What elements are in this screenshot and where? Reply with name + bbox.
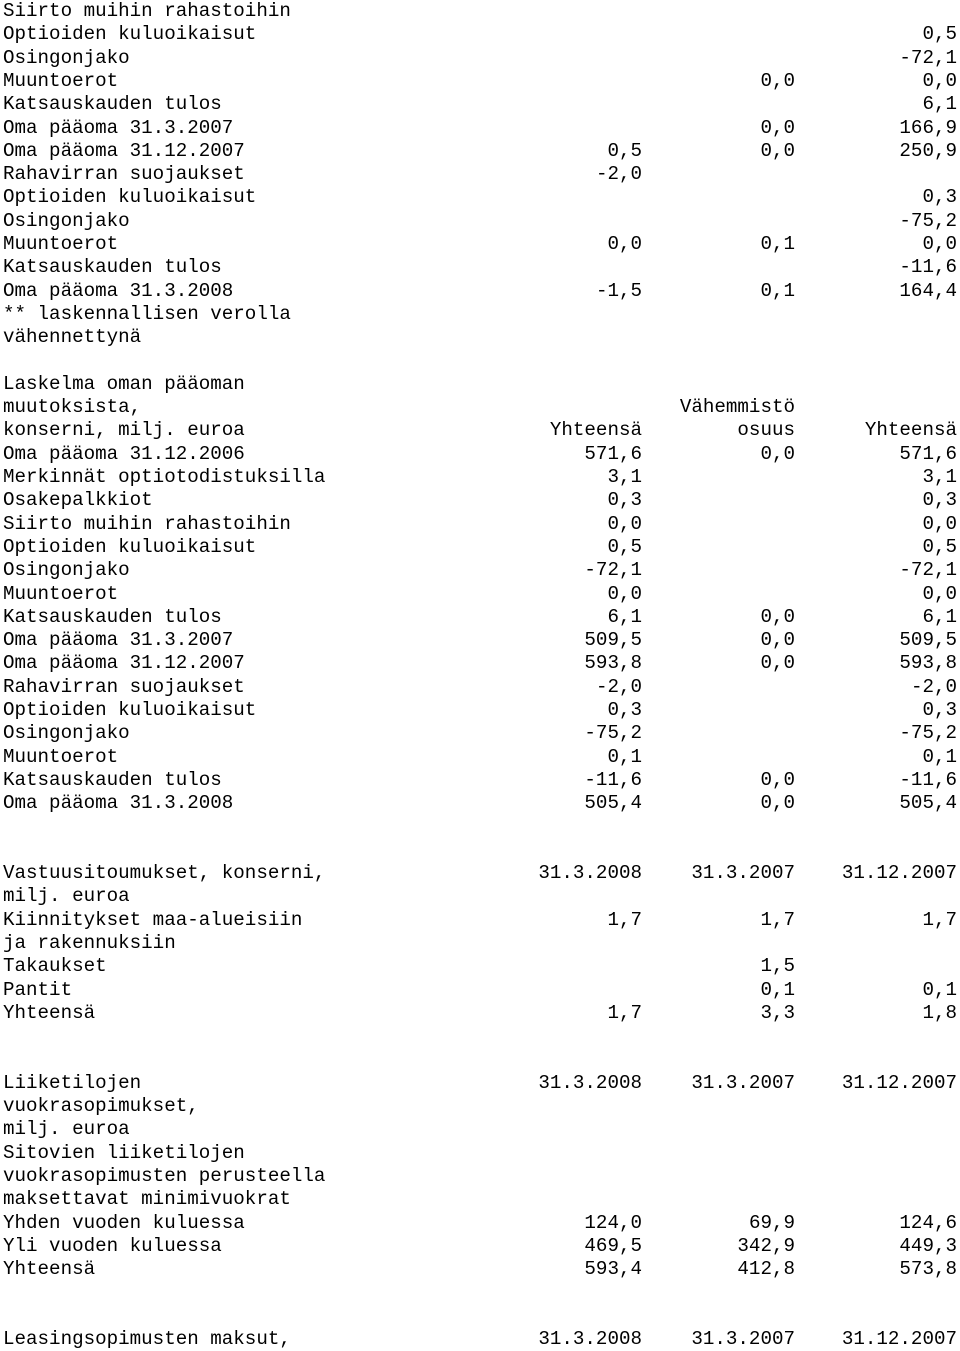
- value-col-1: Yhteensä: [549, 419, 642, 442]
- table-row: [0, 1002, 960, 1025]
- table-row: [0, 93, 960, 116]
- value-col-2: 31.3.2007: [691, 862, 795, 885]
- row-label: konserni, milj. euroa: [3, 419, 245, 442]
- table-row: [0, 1188, 960, 1211]
- table-row: [0, 792, 960, 815]
- value-col-2: 342,9: [737, 1234, 795, 1257]
- row-label: ja rakennuksiin: [3, 932, 176, 954]
- value-col-1: 0,5: [607, 139, 642, 162]
- value-col-2: Vähemmistö: [679, 396, 795, 419]
- table-row: [0, 583, 960, 606]
- table-row: [0, 1142, 960, 1165]
- table-row: [0, 955, 960, 978]
- row-label: Kiinnitykset maa-alueisiin: [3, 908, 303, 931]
- table-row: [0, 256, 960, 279]
- table-row: [0, 23, 960, 46]
- value-col-3: 0,0: [922, 69, 957, 92]
- table-row: [0, 1072, 960, 1095]
- value-col-3: 0,0: [922, 233, 957, 255]
- value-col-1: 31.3.2008: [538, 1328, 642, 1351]
- row-label: Optioiden kuluoikaisut: [3, 535, 257, 558]
- value-col-1: -2,0: [595, 675, 642, 698]
- value-col-3: 166,9: [899, 116, 957, 139]
- table-row: [0, 210, 960, 233]
- value-col-1: 0,0: [607, 233, 642, 255]
- value-col-3: 250,9: [899, 139, 957, 162]
- row-label: Katsauskauden tulos: [3, 768, 222, 791]
- value-col-3: 0,3: [922, 489, 957, 512]
- table-row: [0, 1282, 960, 1305]
- row-label: Yhteensä: [3, 1258, 96, 1281]
- value-col-2: 0,0: [760, 442, 795, 465]
- value-col-3: 3,1: [922, 466, 957, 488]
- value-col-1: 0,3: [607, 699, 642, 721]
- row-label: Rahavirran suojaukset: [3, 675, 245, 698]
- table-row: [0, 443, 960, 466]
- value-col-2: 3,3: [760, 1001, 795, 1024]
- value-col-1: 31.3.2008: [538, 1071, 642, 1094]
- table-row: [0, 373, 960, 396]
- table-row: [0, 536, 960, 559]
- table-row: [0, 909, 960, 932]
- table-row: [0, 489, 960, 512]
- table-row: [0, 140, 960, 163]
- table-row: [0, 932, 960, 955]
- row-label: Rahavirran suojaukset: [3, 163, 245, 186]
- value-col-3: 31.12.2007: [841, 1071, 957, 1094]
- value-col-3: 1,8: [922, 1001, 957, 1024]
- table-row: [0, 396, 960, 419]
- row-label: Katsauskauden tulos: [3, 605, 222, 628]
- table-row: [0, 1235, 960, 1258]
- value-col-1: 505,4: [584, 792, 642, 815]
- value-col-3: 0,3: [922, 186, 957, 209]
- table-row: [0, 1258, 960, 1281]
- row-label: Oma pääoma 31.3.2007: [3, 116, 234, 139]
- value-col-1: 6,1: [607, 605, 642, 628]
- value-col-3: 505,4: [899, 792, 957, 815]
- value-col-2: 0,0: [760, 768, 795, 791]
- value-col-3: 6,1: [922, 605, 957, 628]
- value-col-3: Yhteensä: [864, 419, 957, 442]
- row-label: Optioiden kuluoikaisut: [3, 699, 257, 721]
- value-col-1: 3,1: [607, 466, 642, 488]
- value-col-1: 0,5: [607, 535, 642, 558]
- row-label: milj. euroa: [3, 885, 130, 908]
- value-col-3: -11,6: [899, 768, 957, 791]
- row-label: Pantit: [3, 978, 73, 1001]
- value-col-1: -2,0: [595, 163, 642, 186]
- row-label: Katsauskauden tulos: [3, 256, 222, 279]
- row-label: Yli vuoden kuluessa: [3, 1234, 222, 1257]
- value-col-1: 0,3: [607, 489, 642, 512]
- table-row: [0, 1328, 960, 1351]
- value-col-3: 0,5: [922, 535, 957, 558]
- value-col-1: -1,5: [595, 279, 642, 302]
- row-label: Osingonjako: [3, 722, 130, 745]
- row-label: Oma pääoma 31.3.2008: [3, 279, 234, 302]
- value-col-2: 412,8: [737, 1258, 795, 1281]
- value-col-2: 0,0: [760, 629, 795, 652]
- value-col-2: 0,1: [760, 279, 795, 302]
- row-label: Takaukset: [3, 955, 107, 978]
- table-row: [0, 652, 960, 675]
- value-col-3: 573,8: [899, 1258, 957, 1281]
- table-row: [0, 629, 960, 652]
- value-col-3: -75,2: [899, 722, 957, 745]
- value-col-3: 593,8: [899, 652, 957, 675]
- row-label: Laskelma oman pääoman: [3, 372, 245, 395]
- row-label: Osingonjako: [3, 46, 130, 69]
- value-col-1: 593,4: [584, 1258, 642, 1281]
- table-row: [0, 769, 960, 792]
- value-col-1: 1,7: [607, 908, 642, 931]
- table-row: [0, 0, 960, 23]
- table-row: [0, 1118, 960, 1141]
- table-row: [0, 885, 960, 908]
- table-row: [0, 326, 960, 349]
- row-label: Osakepalkkiot: [3, 489, 153, 512]
- row-label: Katsauskauden tulos: [3, 93, 222, 116]
- value-col-3: 0,0: [922, 512, 957, 535]
- value-col-3: 31.12.2007: [841, 1328, 957, 1351]
- row-label: ** laskennallisen verolla: [3, 302, 291, 325]
- table-row: [0, 163, 960, 186]
- row-label: Muuntoerot: [3, 745, 119, 768]
- row-label: vuokrasopimukset,: [3, 1095, 199, 1118]
- value-col-3: 1,7: [922, 908, 957, 931]
- value-col-2: 31.3.2007: [691, 1071, 795, 1094]
- value-col-1: 0,1: [607, 745, 642, 768]
- value-col-3: 571,6: [899, 442, 957, 465]
- row-label: Vastuusitoumukset, konserni,: [3, 862, 326, 885]
- value-col-1: 0,0: [607, 512, 642, 535]
- value-col-3: 0,0: [922, 582, 957, 605]
- value-col-1: 509,5: [584, 629, 642, 652]
- value-col-2: 0,0: [760, 69, 795, 92]
- row-label: Muuntoerot: [3, 233, 119, 255]
- row-label: Siirto muihin rahastoihin: [3, 512, 291, 535]
- value-col-3: -2,0: [910, 675, 957, 698]
- table-row: [0, 746, 960, 769]
- row-label: Oma pääoma 31.12.2006: [3, 442, 245, 465]
- value-col-3: 31.12.2007: [841, 862, 957, 885]
- table-row: [0, 303, 960, 326]
- value-col-1: 571,6: [584, 442, 642, 465]
- row-label: Osingonjako: [3, 559, 130, 582]
- value-col-3: 6,1: [922, 93, 957, 116]
- table-row: [0, 816, 960, 839]
- table-row: [0, 722, 960, 745]
- table-row: [0, 699, 960, 722]
- row-label: Oma pääoma 31.12.2007: [3, 139, 245, 162]
- row-label: milj. euroa: [3, 1118, 130, 1141]
- value-col-1: -72,1: [584, 559, 642, 582]
- row-label: Muuntoerot: [3, 582, 119, 605]
- value-col-2: 0,0: [760, 792, 795, 815]
- row-label: Sitovien liiketilojen: [3, 1141, 245, 1164]
- table-row: [0, 1095, 960, 1118]
- table-row: [0, 862, 960, 885]
- row-label: Oma pääoma 31.3.2007: [3, 629, 234, 652]
- value-col-2: 31.3.2007: [691, 1328, 795, 1351]
- table-row: [0, 559, 960, 582]
- value-col-3: 0,1: [922, 978, 957, 1001]
- table-row: [0, 1049, 960, 1072]
- table-row: [0, 1305, 960, 1328]
- value-col-3: 124,6: [899, 1211, 957, 1234]
- table-row: [0, 979, 960, 1002]
- value-col-2: 0,0: [760, 605, 795, 628]
- table-row: [0, 839, 960, 862]
- value-col-2: 1,7: [760, 908, 795, 931]
- table-row: [0, 466, 960, 489]
- table-row: [0, 186, 960, 209]
- value-col-3: 449,3: [899, 1234, 957, 1257]
- row-label: Liiketilojen: [3, 1071, 142, 1094]
- table-row: [0, 419, 960, 442]
- value-col-2: osuus: [737, 419, 795, 442]
- table-row: [0, 70, 960, 93]
- table-row: [0, 513, 960, 536]
- table-row: [0, 47, 960, 70]
- value-col-3: -11,6: [899, 256, 957, 279]
- table-row: [0, 233, 960, 256]
- row-label: Oma pääoma 31.12.2007: [3, 652, 245, 675]
- table-row: [0, 1025, 960, 1048]
- row-label: Optioiden kuluoikaisut: [3, 23, 257, 46]
- value-col-3: 509,5: [899, 629, 957, 652]
- table-row: [0, 676, 960, 699]
- value-col-2: 0,0: [760, 116, 795, 139]
- value-col-1: -11,6: [584, 768, 642, 791]
- table-row: [0, 350, 960, 373]
- value-col-3: -72,1: [899, 46, 957, 69]
- value-col-2: 1,5: [760, 955, 795, 978]
- value-col-1: 0,0: [607, 582, 642, 605]
- value-col-3: -72,1: [899, 559, 957, 582]
- table-row: [0, 1165, 960, 1188]
- value-col-1: 593,8: [584, 652, 642, 675]
- table-row: [0, 1212, 960, 1235]
- table-row: [0, 280, 960, 303]
- row-label: vähennettynä: [3, 326, 142, 349]
- value-col-2: 0,0: [760, 139, 795, 162]
- table-row: [0, 606, 960, 629]
- value-col-3: -75,2: [899, 209, 957, 232]
- row-label: Siirto muihin rahastoihin: [3, 0, 291, 22]
- row-label: Yhteensä: [3, 1001, 96, 1024]
- row-label: vuokrasopimusten perusteella: [3, 1165, 326, 1187]
- row-label: Oma pääoma 31.3.2008: [3, 792, 234, 815]
- value-col-3: 0,1: [922, 745, 957, 768]
- value-col-1: -75,2: [584, 722, 642, 745]
- value-col-1: 469,5: [584, 1234, 642, 1257]
- value-col-1: 1,7: [607, 1001, 642, 1024]
- value-col-1: 31.3.2008: [538, 862, 642, 885]
- value-col-3: 0,5: [922, 23, 957, 46]
- row-label: Yhden vuoden kuluessa: [3, 1211, 245, 1234]
- value-col-2: 0,1: [760, 978, 795, 1001]
- row-label: muutoksista,: [3, 396, 142, 419]
- table-row: [0, 117, 960, 140]
- value-col-2: 69,9: [748, 1211, 795, 1234]
- row-label: Optioiden kuluoikaisut: [3, 186, 257, 209]
- value-col-3: 0,3: [922, 699, 957, 721]
- value-col-1: 124,0: [584, 1211, 642, 1234]
- row-label: maksettavat minimivuokrat: [3, 1188, 291, 1211]
- row-label: Muuntoerot: [3, 69, 119, 92]
- value-col-3: 164,4: [899, 279, 957, 302]
- row-label: Leasingsopimusten maksut,: [3, 1328, 291, 1351]
- value-col-2: 0,1: [760, 233, 795, 255]
- row-label: Merkinnät optiotodistuksilla: [3, 466, 326, 488]
- value-col-2: 0,0: [760, 652, 795, 675]
- row-label: Osingonjako: [3, 209, 130, 232]
